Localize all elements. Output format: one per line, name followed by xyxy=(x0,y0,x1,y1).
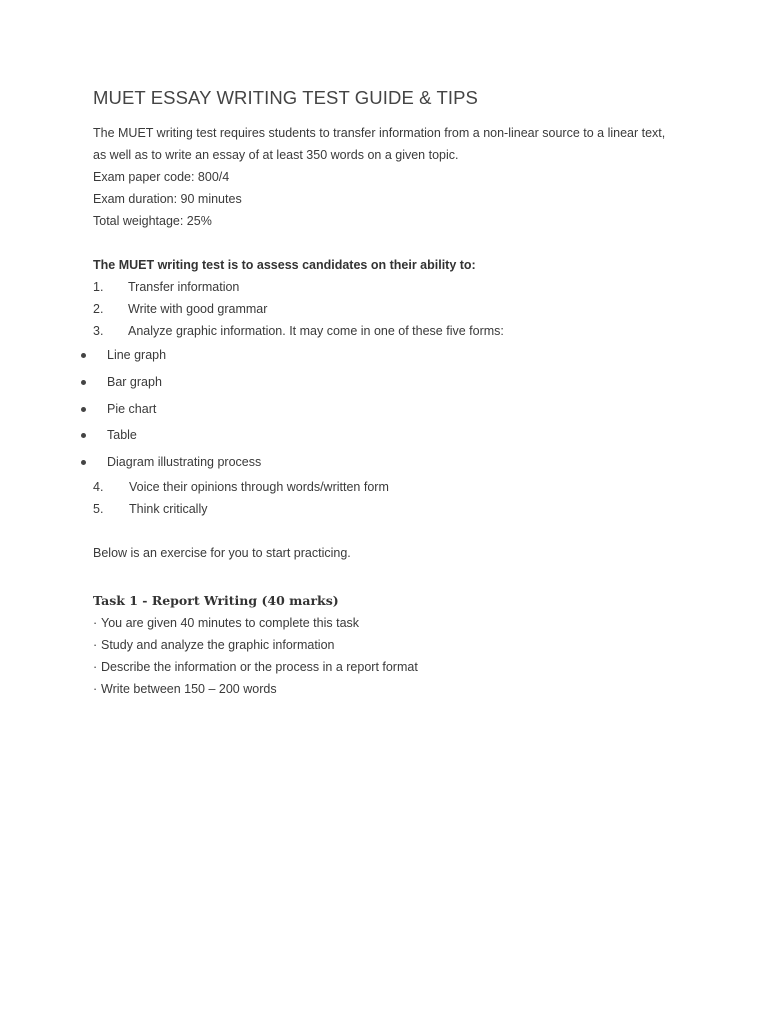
list-item xyxy=(93,298,693,320)
ability-heading: The MUET writing test is to assess candidates on their ability to: xyxy=(93,258,476,272)
list-item xyxy=(93,656,693,678)
list-number: 2. xyxy=(93,302,104,316)
list-text: Study and analyze the graphic information xyxy=(101,637,335,652)
list-text: Transfer information xyxy=(128,280,240,294)
exercise-note: Below is an exercise for you to start practicing. xyxy=(93,545,351,560)
bullet-icon xyxy=(81,460,86,465)
intro-line: as well as to write an essay of at least 350 words on a given topic. xyxy=(93,148,459,162)
list-text: You are given 40 minutes to complete this task xyxy=(101,615,360,630)
abilities-list-part1 xyxy=(93,276,693,342)
list-item xyxy=(93,320,693,342)
bullet-icon: · xyxy=(93,659,98,674)
bullet-icon: · xyxy=(93,637,98,652)
list-number: 4. xyxy=(93,479,104,494)
list-item xyxy=(81,396,693,423)
page-title: MUET ESSAY WRITING TEST GUIDE & TIPS xyxy=(93,87,478,108)
list-text: Write with good grammar xyxy=(128,302,268,316)
list-text: Analyze graphic information. It may come in one of these five forms: xyxy=(128,324,504,338)
list-item xyxy=(81,369,693,396)
list-item xyxy=(93,634,693,656)
list-item xyxy=(81,422,693,449)
graphic-forms-list xyxy=(81,342,693,476)
document-page xyxy=(93,86,693,700)
exam-paper-code: Exam paper code: 800/4 xyxy=(93,170,230,184)
list-item xyxy=(81,449,693,476)
list-text: Voice their opinions through words/written form xyxy=(129,479,389,494)
spacer xyxy=(93,520,693,542)
intro-section xyxy=(93,122,693,232)
list-text: Describe the information or the process in a report format xyxy=(101,659,418,674)
list-item xyxy=(93,678,693,700)
list-item xyxy=(93,498,693,520)
bullet-icon xyxy=(81,407,86,412)
bullet-icon: · xyxy=(93,615,98,630)
task1-title: Task 1 - Report Writing (40 marks) xyxy=(93,592,339,608)
total-weightage: Total weightage: 25% xyxy=(93,214,212,228)
spacer xyxy=(93,232,693,254)
list-text: Think critically xyxy=(129,501,208,516)
list-item xyxy=(93,276,693,298)
bullet-icon xyxy=(81,353,86,358)
list-text: Table xyxy=(107,428,137,443)
exam-duration: Exam duration: 90 minutes xyxy=(93,192,242,206)
bullet-icon xyxy=(81,380,86,385)
list-text: Bar graph xyxy=(107,374,162,389)
abilities-list-part2 xyxy=(93,476,693,520)
list-number: 1. xyxy=(93,280,104,294)
intro-line: The MUET writing test requires students to transfer information from a non-linear source to a linear text, xyxy=(93,126,666,140)
list-text: Pie chart xyxy=(107,401,157,416)
list-number: 5. xyxy=(93,501,104,516)
bullet-icon: · xyxy=(93,681,98,696)
list-text: Write between 150 – 200 words xyxy=(101,681,277,696)
task1-list xyxy=(93,612,693,700)
list-item xyxy=(93,476,693,498)
list-item xyxy=(81,342,693,369)
list-item xyxy=(93,612,693,634)
list-text: Line graph xyxy=(107,348,167,362)
bullet-icon xyxy=(81,433,86,438)
list-text: Diagram illustrating process xyxy=(107,455,262,470)
list-number: 3. xyxy=(93,324,104,338)
